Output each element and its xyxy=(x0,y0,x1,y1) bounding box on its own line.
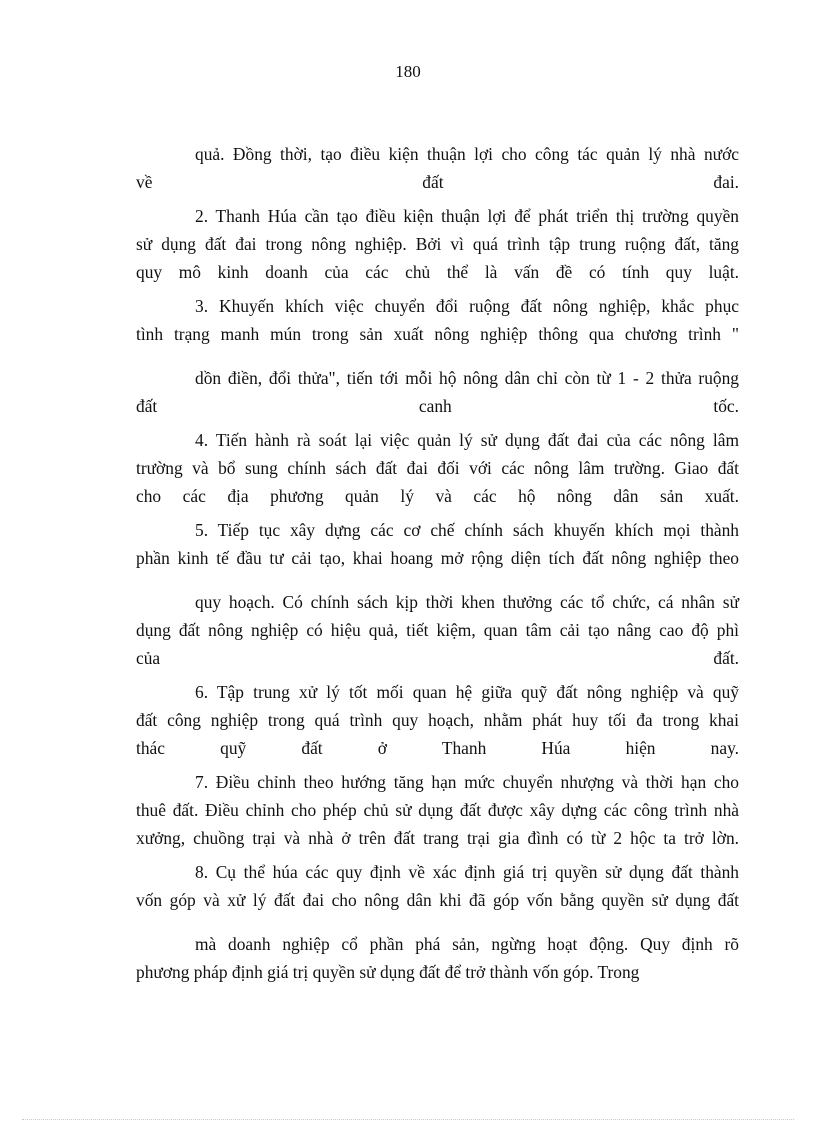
text-line: phương pháp định giá trị quyền sử dụng đất để trở thành vốn góp. Trong xyxy=(136,962,640,982)
text-line: cho các địa phương quản lý và các hộ nông dân sản xuất. xyxy=(136,486,739,506)
page-bottom-edge xyxy=(22,1119,794,1120)
text-line: trường và bổ sung chính sách đất đai đối với các nông lâm trường. Giao đất xyxy=(136,458,739,478)
text-line: quả. Đồng thời, tạo điều kiện thuận lợi cho công tác quản lý nhà nước xyxy=(195,144,739,164)
text-line: 2. Thanh Húa cần tạo điều kiện thuận lợi để phát triển thị trường quyền xyxy=(195,206,739,226)
text-line: thác quỹ đất ở Thanh Húa hiện nay. xyxy=(136,738,739,758)
text-line: đất canh tốc. xyxy=(136,396,739,416)
text-line: tình trạng manh mún trong sản xuất nông nghiệp thông qua chương trình " xyxy=(136,324,739,344)
text-line: 6. Tập trung xử lý tốt mối quan hệ giữa quỹ đất nông nghiệp và quỹ xyxy=(195,682,739,702)
text-line: xưởng, chuồng trại và nhà ở trên đất trang trại gia đình có từ 2 hộc ta trở lờn. xyxy=(136,828,739,848)
body-text xyxy=(136,140,739,986)
text-line: thuê đất. Điều chỉnh cho phép chủ sử dụng đất được xây dựng các công trình nhà xyxy=(136,800,739,820)
text-line: mà doanh nghiệp cổ phần phá sản, ngừng hoạt động. Quy định rõ xyxy=(195,934,739,954)
text-line: 7. Điều chỉnh theo hướng tăng hạn mức chuyển nhượng và thời hạn cho xyxy=(195,772,739,792)
text-line: 4. Tiến hành rà soát lại việc quản lý sử dụng đất đai của các nông lâm xyxy=(195,430,739,450)
text-line: 8. Cụ thể húa các quy định về xác định giá trị quyền sử dụng đất thành xyxy=(195,862,739,882)
text-line: của đất. xyxy=(136,648,739,668)
text-line: dụng đất nông nghiệp có hiệu quả, tiết kiệm, quan tâm cải tạo nâng cao độ phì xyxy=(136,620,739,640)
text-line: về đất đai. xyxy=(136,172,739,192)
text-line: vốn góp và xử lý đất đai cho nông dân khi đã góp vốn bằng quyền sử dụng đất xyxy=(136,890,739,910)
text-line: quy mô kinh doanh của các chủ thể là vấn đề có tính quy luật. xyxy=(136,262,739,282)
text-line: 3. Khuyến khích việc chuyển đổi ruộng đất nông nghiệp, khắc phục xyxy=(195,296,739,316)
text-line: phần kinh tế đầu tư cải tạo, khai hoang mở rộng diện tích đất nông nghiệp theo xyxy=(136,548,739,568)
page-number: 180 xyxy=(395,62,421,81)
text-line: đất công nghiệp trong quá trình quy hoạch, nhằm phát huy tối đa trong khai xyxy=(136,710,739,730)
text-line: dồn điền, đổi thửa", tiến tới mỗi hộ nông dân chỉ còn từ 1 - 2 thửa ruộng xyxy=(195,368,739,388)
text-line: sử dụng đất đai trong nông nghiệp. Bởi vì quá trình tập trung ruộng đất, tăng xyxy=(136,234,739,254)
text-line: 5. Tiếp tục xây dựng các cơ chế chính sách khuyến khích mọi thành xyxy=(195,520,739,540)
text-line: quy hoạch. Có chính sách kịp thời khen thưởng các tổ chức, cá nhân sử xyxy=(195,592,739,612)
